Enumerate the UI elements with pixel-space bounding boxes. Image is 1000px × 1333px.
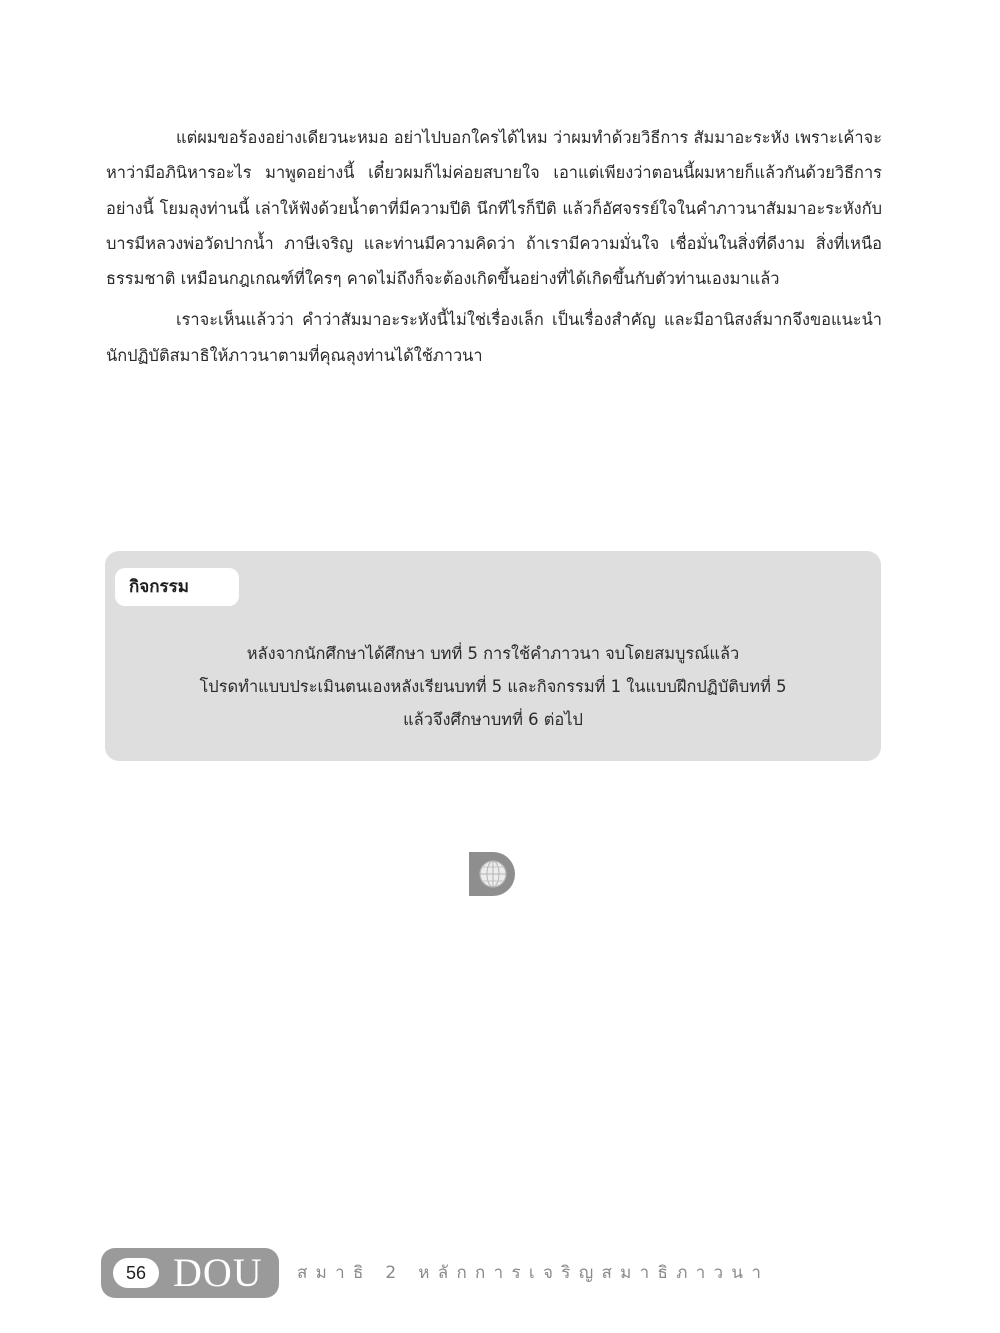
footer-brand-pill (101, 1248, 279, 1298)
activity-line: หลังจากนักศึกษาได้ศึกษา บทที่ 5 การใช้คำภาวนา จบโดยสมบูรณ์แล้ว (246, 644, 740, 663)
body-text (106, 120, 882, 379)
activity-label: กิจกรรม (115, 568, 239, 606)
page-number: 56 (113, 1258, 159, 1288)
dou-globe-logo-icon (469, 852, 517, 896)
activity-instructions (105, 637, 881, 736)
paragraph: เราจะเห็นแล้วว่า คำว่าสัมมาอะระหังนี้ไม่ใช่เรื่องเล็ก เป็นเรื่องสำคัญ และมีอานิสงส์มากจึงขอแนะนำนักปฏิบัติสมาธิให้ภาวนาตามที่คุณลุงท่านได้ใช้ภาวนา (106, 310, 882, 365)
page-footer (101, 1248, 901, 1298)
activity-box (105, 551, 881, 761)
course-title: สมาธิ 2 หลักการเจริญสมาธิภาวนา (297, 1263, 770, 1283)
paragraph: แต่ผมขอร้องอย่างเดียวนะหมอ อย่าไปบอกใครได้ไหม ว่าผมทำด้วยวิธีการ สัมมาอะระหัง เพราะเค้าจะหาว่ามีอภินิหารอะไร มาพูดอย่างนี้ เดี๋ยวผมก็ไม่ค่อยสบายใจ เอาแต่เพียงว่าตอนนี้ผมหายก็แล้วกันด้วยวิธีการอย่างนี้ โยมลุงท่านนี้ เล่าให้ฟังด้วยน้ำตาที่มีความปีติ นึกทีไรก็ปีติ แล้วก็อัศจรรย์ใจในคำภาวนาสัมมาอะระหังกับบารมีหลวงพ่อวัดปากน้ำ ภาษีเจริญ และท่านมีความคิดว่า ถ้าเรามีความมั่นใจ เชื่อมั่นในสิ่งที่ดีงาม สิ่งที่เหนือธรรมชาติ เหมือนกฎเกณฑ์ที่ใครๆ คาดไม่ถึงก็จะต้องเกิดขึ้นอย่างที่ได้เกิดขึ้นกับตัวท่านเองมาแล้ว (106, 128, 882, 289)
activity-line: โปรดทำแบบประเมินตนเองหลังเรียนบทที่ 5 และกิจกรรมที่ 1 ในแบบฝึกปฏิบัติบทที่ 5 (199, 677, 787, 696)
activity-line: แล้วจึงศึกษาบทที่ 6 ต่อไป (403, 710, 583, 729)
footer-brand: DOU (173, 1250, 263, 1295)
